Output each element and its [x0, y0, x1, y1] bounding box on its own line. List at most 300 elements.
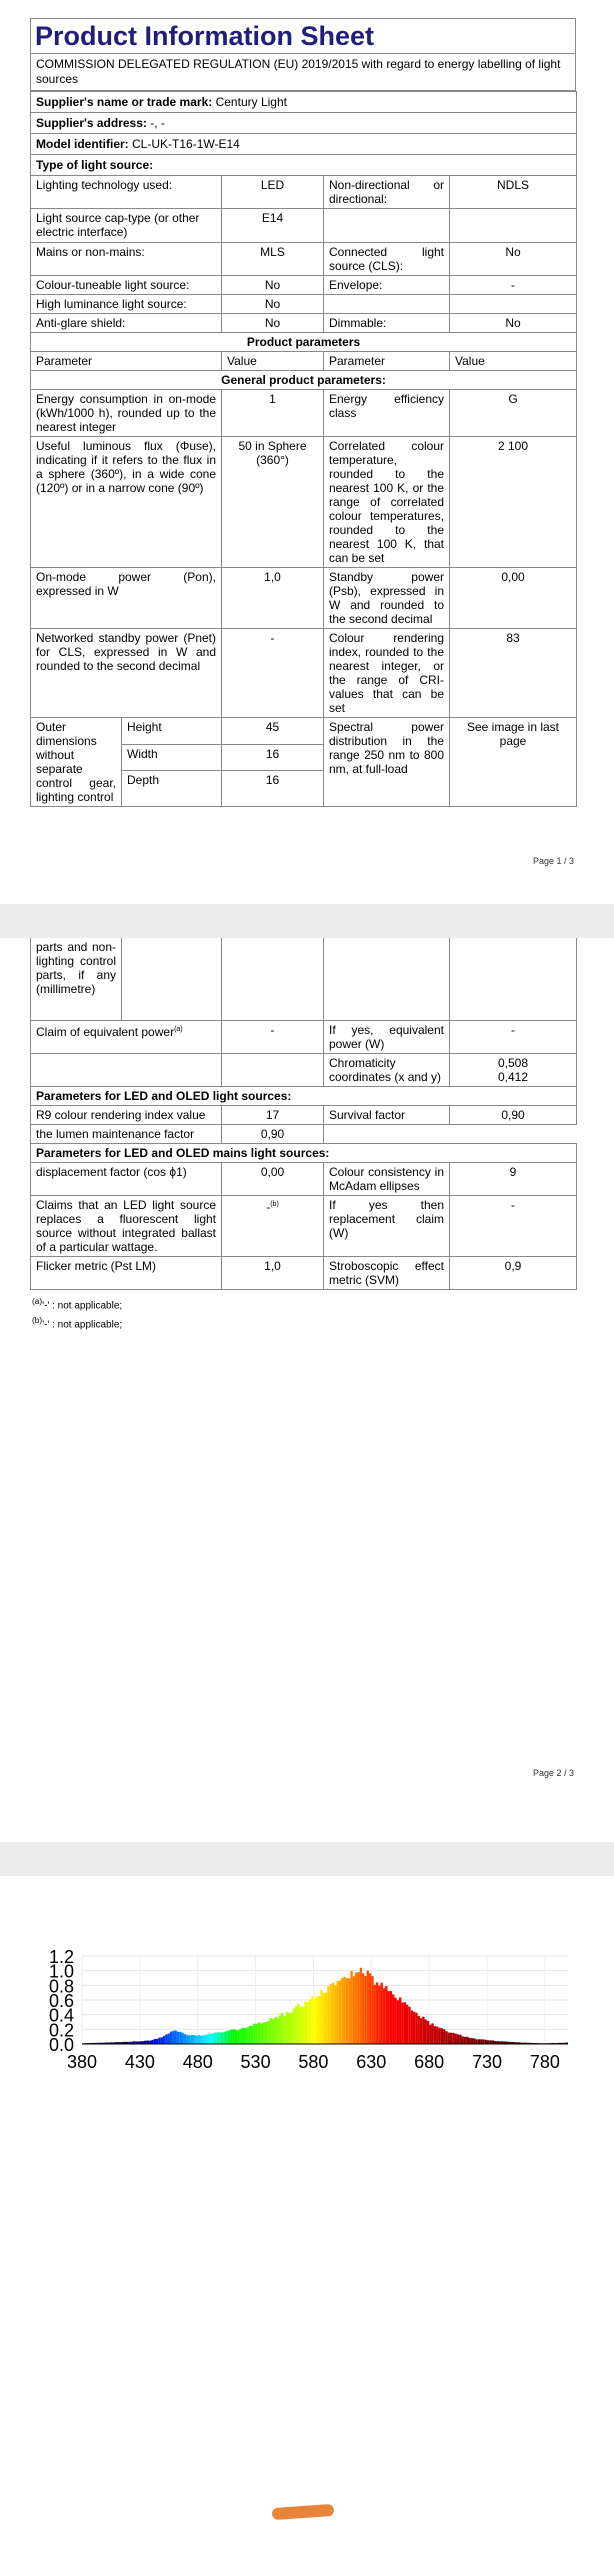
dim-value: 45 [222, 718, 324, 745]
spectrum-bar [429, 2025, 431, 2044]
info-table [30, 91, 577, 807]
spectrum-bar [306, 2002, 308, 2044]
spectrum-bar [371, 1976, 373, 2044]
page-3 [0, 1876, 614, 2560]
spd-value: See image in last page [450, 718, 577, 807]
spectrum-bar [179, 2032, 181, 2044]
model-row [31, 134, 577, 155]
spectrum-bar [427, 2021, 429, 2044]
spectrum-bar [332, 1983, 334, 2044]
spectrum-bar [367, 1971, 369, 2044]
spectrum-bar [436, 2027, 438, 2044]
equiv-label: Claim of equivalent power [36, 1024, 175, 1039]
spectrum-bar [168, 2034, 170, 2044]
spectrum-bar [246, 2028, 248, 2044]
empty-cell [31, 1053, 222, 1086]
spectrum-bar [209, 2033, 211, 2044]
general-label: Networked standby power (Pnet) for CLS, expressed in W and rounded to the second decimal [31, 629, 222, 718]
spectrum-bar [468, 2038, 470, 2044]
spectrum-bar [188, 2035, 190, 2044]
spectrum-bar [230, 2030, 232, 2044]
spectrum-bar [309, 2000, 311, 2044]
general-label: Energy consumption in on-mode (kWh/1000 h), rounded up to the nearest integer [31, 390, 222, 437]
spectrum-bar [216, 2032, 218, 2044]
spectrum-bar [344, 1977, 346, 2044]
general-row [31, 437, 577, 568]
spectrum-bar [239, 2029, 241, 2044]
x-tick-label: 730 [471, 2052, 503, 2068]
spectrum-bar [360, 1968, 362, 2044]
spectrum-bar [156, 2039, 158, 2044]
general-label: Useful luminous flux (Φuse), indicating if it refers to the flux in a sphere (360º), in a wide cone (120º) or in a narrow cone (90º) [31, 437, 222, 568]
spectrum-bar [191, 2035, 193, 2044]
general-value: 50 in Sphere (360°) [222, 437, 324, 568]
type-value: No [222, 276, 324, 295]
spectrum-bar [355, 1973, 357, 2044]
spectrum-bar [300, 2007, 302, 2044]
footnotes [30, 1294, 576, 1333]
spectrum-bar [385, 1986, 387, 2044]
spectrum-bar [489, 2040, 491, 2044]
spectrum-bar [286, 2012, 288, 2044]
mains-label-2: If yes then replacement claim (W) [324, 1195, 450, 1256]
spectrum-bar [485, 2040, 487, 2044]
footnote-mark: (b) [32, 1314, 43, 1325]
spectrum-bar [466, 2037, 468, 2044]
spectrum-bar [311, 1996, 313, 2044]
spectrum-bar [290, 2013, 292, 2044]
equiv-label-2: If yes, equivalent power (W) [324, 1020, 450, 1053]
spectrum-bar [452, 2033, 454, 2044]
led-header-row [31, 1086, 577, 1105]
spectrum-bar [487, 2040, 489, 2044]
info-table-continued [30, 938, 577, 1290]
spectrum-bar [434, 2026, 436, 2044]
outer-dims-row [31, 718, 577, 745]
product-info-sheet [30, 18, 576, 807]
spectrum-bar [459, 2035, 461, 2044]
dim-name: Height [122, 718, 222, 745]
type-label-2: Non-directional or directional: [324, 176, 450, 209]
spectrum-bar [478, 2039, 480, 2044]
spectrum-bar [235, 2030, 237, 2044]
led-value: 17 [222, 1105, 324, 1124]
spectrum-bar [413, 2012, 415, 2044]
spectrum-bar [348, 1978, 350, 2044]
spectrum-bar [399, 1997, 401, 2044]
spectrum-bar [337, 1981, 339, 2044]
spectrum-bar [316, 1996, 318, 2044]
mains-value: 0,00 [222, 1162, 324, 1195]
spectrum-bar [330, 1984, 332, 2044]
spectrum-bar [212, 2034, 214, 2044]
spectrum-bar [475, 2039, 477, 2044]
x-tick-label: 580 [298, 2052, 329, 2068]
equiv-value-2: - [450, 1020, 577, 1053]
outer-dims-continued-row [31, 938, 577, 1020]
general-value: 1,0 [222, 568, 324, 629]
dim-name: Depth [122, 771, 222, 807]
mains-row [31, 1162, 577, 1195]
spectrum-bar [441, 2028, 443, 2044]
empty-cell [222, 1053, 324, 1086]
type-value: No [222, 295, 324, 314]
spectrum-bar [422, 2017, 424, 2044]
spectrum-bar [334, 1985, 336, 2044]
col-header-value: Value [222, 352, 324, 371]
spectrum-bar [151, 2040, 153, 2044]
spectrum-bar [225, 2031, 227, 2044]
orange-scribble [272, 2504, 335, 2520]
spectrum-bar [288, 2012, 290, 2044]
page-2 [0, 938, 614, 1842]
spectrum-bar [182, 2033, 184, 2044]
spectrum-bar [184, 2034, 186, 2044]
type-value-2: No [450, 243, 577, 276]
spectrum-bar [387, 1991, 389, 2044]
spectrum-bar [480, 2039, 482, 2044]
model-value: CL-UK-T16-1W-E14 [132, 137, 240, 151]
spectrum-bar [341, 1978, 343, 2044]
spectrum-bar [198, 2035, 200, 2044]
mains-value-2: 0,9 [450, 1256, 577, 1289]
spectrum-bar [274, 2017, 276, 2044]
product-info-sheet-continued [30, 938, 576, 1332]
supplier-address-value: -, - [150, 116, 165, 130]
mains-header-row [31, 1143, 577, 1162]
spectrum-bar [149, 2041, 151, 2044]
spectrum-bar [473, 2038, 475, 2044]
general-row [31, 629, 577, 718]
spectrum-bar [420, 2018, 422, 2044]
spectrum-bar [242, 2028, 244, 2044]
spectrum-bar [353, 1976, 355, 2044]
spectrum-bar [202, 2035, 204, 2044]
spectrum-bar [279, 2015, 281, 2044]
dim-value: 16 [222, 744, 324, 771]
spectrum-bar [364, 1976, 366, 2044]
spectrum-bar [492, 2040, 494, 2044]
spectrum-bar [418, 2016, 420, 2044]
general-label: On-mode power (Pon), expressed in W [31, 568, 222, 629]
equiv-row [31, 1020, 577, 1053]
spectrum-bar [200, 2036, 202, 2044]
general-value-2: 83 [450, 629, 577, 718]
type-label: Colour-tuneable light source: [31, 276, 222, 295]
page-number: Page 1 / 3 [532, 856, 574, 866]
mains-row [31, 1256, 577, 1289]
spectrum-bar [327, 1986, 329, 2044]
spectrum-bar [462, 2036, 464, 2044]
spectrum-bar [265, 2022, 267, 2044]
spectrum-bar [251, 2026, 253, 2044]
led-row [31, 1105, 577, 1124]
footnote-mark: (a) [32, 1295, 43, 1306]
led-value-2: 0,90 [450, 1105, 577, 1124]
spectrum-bar [256, 2024, 258, 2044]
empty-cell [450, 938, 577, 1020]
page-1 [0, 0, 614, 904]
y-tick-label: 1.2 [48, 1948, 74, 1967]
x-tick-label: 780 [529, 2052, 560, 2068]
y-tick-label: 0.6 [48, 1991, 74, 2011]
page-number: Page 2 / 3 [532, 1768, 574, 1778]
spectrum-bar [457, 2034, 459, 2044]
type-value: No [222, 314, 324, 333]
spectrum-svg [20, 1948, 580, 2068]
spectrum-bar [193, 2035, 195, 2044]
type-label-2 [324, 295, 450, 314]
spectrum-bar [205, 2035, 207, 2044]
x-tick-label: 430 [124, 2052, 155, 2068]
type-row [31, 176, 577, 209]
led-label-2 [324, 1124, 450, 1143]
spectrum-bar [318, 1996, 320, 2044]
sheet-title: Product Information Sheet [35, 21, 375, 51]
x-tick-label: 630 [356, 2052, 387, 2068]
mains-note-mark: (b) [270, 1200, 279, 1208]
spectrum-bar [237, 2030, 239, 2044]
empty-cell [122, 938, 222, 1020]
outer-dims-label-cont: parts and non-lighting control parts, if any (millimetre) [31, 938, 122, 1020]
spectrum-bar [415, 2013, 417, 2044]
product-params-header-row [31, 333, 577, 352]
spectrum-bar [207, 2034, 209, 2044]
type-value-2: No [450, 314, 577, 333]
type-label: Lighting technology used: [31, 176, 222, 209]
type-row [31, 243, 577, 276]
general-value-2: 0,00 [450, 568, 577, 629]
spectrum-bar [394, 1998, 396, 2044]
chroma-x: 0,508 [497, 1055, 529, 1070]
type-value-2: - [450, 276, 577, 295]
supplier-name-label: Supplier's name or trade mark: [36, 95, 213, 109]
model-label: Model identifier: [36, 137, 129, 151]
led-label: R9 colour rendering index value [31, 1105, 222, 1124]
empty-cell [222, 938, 324, 1020]
type-label: Mains or non-mains: [31, 243, 222, 276]
type-label: Anti-glare shield: [31, 314, 222, 333]
spectrum-bar [249, 2026, 251, 2044]
spectrum-chart [20, 1948, 580, 2068]
type-value-2: NDLS [450, 176, 577, 209]
x-tick-label: 530 [240, 2052, 271, 2068]
y-tick-label: 1.0 [48, 1961, 74, 1982]
spectrum-bar [272, 2019, 274, 2044]
mains-value-2: 9 [450, 1162, 577, 1195]
footnote-text: '-' : not applicable; [42, 1299, 123, 1311]
spectrum-bar [170, 2032, 172, 2044]
chroma-y: 0,412 [497, 1069, 529, 1084]
general-row [31, 390, 577, 437]
type-value-2 [450, 295, 577, 314]
mains-value: - [266, 1199, 271, 1214]
type-header: Type of light source: [31, 155, 577, 176]
mains-label-2: Stroboscopic effect metric (SVM) [324, 1256, 450, 1289]
supplier-address-label: Supplier's address: [36, 116, 147, 130]
general-value: - [222, 629, 324, 718]
spd-label: Spectral power distribution in the range 250 nm to 800 nm, at full-load [324, 718, 450, 807]
general-value: 1 [222, 390, 324, 437]
equiv-value: - [222, 1020, 324, 1053]
empty-cell [324, 938, 450, 1020]
spectrum-bar [302, 2007, 304, 2044]
spectrum-bar [455, 2034, 457, 2044]
led-label-2: Survival factor [324, 1105, 450, 1124]
general-label-2: Standby power (Psb), expressed in W and rounded to the second decimal [324, 568, 450, 629]
mains-header: Parameters for LED and OLED mains light sources: [31, 1143, 577, 1162]
led-row [31, 1124, 577, 1143]
spectrum-bar [464, 2037, 466, 2044]
spectrum-bar [390, 1991, 392, 2044]
col-header-param: Parameter [31, 352, 222, 371]
spectrum-bar [281, 2013, 283, 2044]
type-label: High luminance light source: [31, 295, 222, 314]
spectrum-bar [313, 1998, 315, 2044]
y-tick-label: 0.4 [48, 2005, 74, 2026]
type-label-2 [324, 209, 450, 243]
spectrum-bar [346, 1978, 348, 2044]
col-header-value-2: Value [450, 352, 577, 371]
x-tick-label: 680 [414, 2052, 445, 2068]
general-row [31, 568, 577, 629]
spectrum-bar [445, 2031, 447, 2044]
general-label-2: Colour rendering index, rounded to the nearest integer, or the range of CRI-values that can be set [324, 629, 450, 718]
col-header-param-2: Parameter [324, 352, 450, 371]
spectrum-bar [443, 2029, 445, 2044]
type-header-row [31, 155, 577, 176]
y-tick-label: 0.8 [48, 1976, 74, 1997]
spectrum-bar [401, 2003, 403, 2044]
spectrum-bar [376, 1982, 378, 2044]
type-row [31, 295, 577, 314]
spectrum-bar [195, 2036, 197, 2044]
spectrum-bar [228, 2030, 230, 2044]
mains-value-2: - [450, 1195, 577, 1256]
spectrum-bar [172, 2031, 174, 2044]
type-label-2: Connected light source (CLS): [324, 243, 450, 276]
spectrum-bar [158, 2038, 160, 2044]
sheet-header [30, 18, 576, 91]
footnote-text: '-' : not applicable; [42, 1319, 123, 1331]
spectrum-bar [431, 2023, 433, 2044]
spectrum-bar [411, 2011, 413, 2044]
spectrum-bar [244, 2028, 246, 2044]
spectrum-bar [175, 2030, 177, 2044]
spectrum-bar [276, 2018, 278, 2044]
spectrum-bar [339, 1981, 341, 2044]
spectrum-bar [406, 2005, 408, 2044]
spectrum-bar [448, 2033, 450, 2044]
spectrum-bar [482, 2039, 484, 2044]
column-headers-row [31, 352, 577, 371]
spectrum-bar [163, 2036, 165, 2044]
x-tick-label: 480 [182, 2052, 213, 2068]
spectrum-bar [267, 2021, 269, 2044]
general-label-2: Energy efficiency class [324, 390, 450, 437]
y-tick-label: 0.2 [48, 2020, 74, 2041]
footnote [30, 1313, 576, 1332]
type-label: Light source cap-type (or other electric interface) [31, 209, 222, 243]
spectrum-bar [165, 2034, 167, 2044]
spectrum-bar [408, 2007, 410, 2044]
mains-label: displacement factor (cos ϕ1) [31, 1162, 222, 1195]
mains-row [31, 1195, 577, 1256]
spectrum-bar [450, 2033, 452, 2044]
spectrum-bar [214, 2033, 216, 2044]
x-tick-label: 380 [66, 2052, 98, 2068]
spectrum-bar [221, 2033, 223, 2044]
dim-value: 16 [222, 771, 324, 807]
type-row [31, 314, 577, 333]
supplier-address-row [31, 113, 577, 134]
spectrum-bar [383, 1988, 385, 2044]
spectrum-bar [350, 1971, 352, 2044]
spectrum-bar [357, 1972, 359, 2044]
spectrum-bar [258, 2022, 260, 2044]
spectrum-bar [283, 2016, 285, 2044]
spectrum-bar [263, 2023, 265, 2044]
supplier-name-value: Century Light [215, 95, 287, 109]
y-tick-label: 0.0 [48, 2035, 74, 2055]
spectrum-bar [297, 2004, 299, 2044]
chroma-label: Chromaticity coordinates (x and y) [324, 1053, 450, 1086]
general-value-2: G [450, 390, 577, 437]
equiv-note-mark: (a) [174, 1025, 183, 1033]
footnote [30, 1294, 576, 1313]
spectrum-bar [232, 2029, 234, 2044]
spectrum-bar [186, 2035, 188, 2044]
product-params-header: Product parameters [31, 333, 577, 352]
spectrum-bar [295, 2006, 297, 2044]
spectrum-bar [144, 2041, 146, 2044]
spectrum-bar [323, 1993, 325, 2044]
type-label-2: Envelope: [324, 276, 450, 295]
chroma-row [31, 1053, 577, 1086]
type-row [31, 209, 577, 243]
spectrum-bar [260, 2023, 262, 2044]
regulation-text: COMMISSION DELEGATED REGULATION (EU) 2019/2015 with regard to energy labelling of light sources [31, 53, 575, 90]
spectrum-bar [147, 2041, 149, 2044]
spectrum-bar [378, 1986, 380, 2044]
mains-label: Claims that an LED light source replaces a fluorescent light source without integrated ballast of a particular wattage. [31, 1195, 222, 1256]
spectrum-bar [425, 2019, 427, 2044]
type-label-2: Dimmable: [324, 314, 450, 333]
led-label: the lumen maintenance factor [31, 1124, 222, 1143]
general-header: General product parameters: [31, 371, 577, 390]
outer-dims-label: Outer dimensions without separate control gear, lighting control [31, 718, 122, 807]
mains-value: 1,0 [222, 1256, 324, 1289]
led-value-2 [450, 1124, 577, 1143]
spectrum-bar [374, 1985, 376, 2044]
spectrum-bar [161, 2037, 163, 2044]
spectrum-bar [381, 1983, 383, 2044]
spectrum-bar [219, 2032, 221, 2044]
type-value: E14 [222, 209, 324, 243]
supplier-name-row [31, 92, 577, 113]
dim-name: Width [122, 744, 222, 771]
spectrum-bar [304, 2002, 306, 2044]
type-value: LED [222, 176, 324, 209]
spectrum-bar [269, 2018, 271, 2044]
spectrum-bar [223, 2032, 225, 2044]
spectrum-bar [392, 1994, 394, 2044]
spectrum-bar [325, 1993, 327, 2044]
spectrum-bar [369, 1973, 371, 2044]
type-value-2 [450, 209, 577, 243]
led-header: Parameters for LED and OLED light sources: [31, 1086, 577, 1105]
type-row [31, 276, 577, 295]
